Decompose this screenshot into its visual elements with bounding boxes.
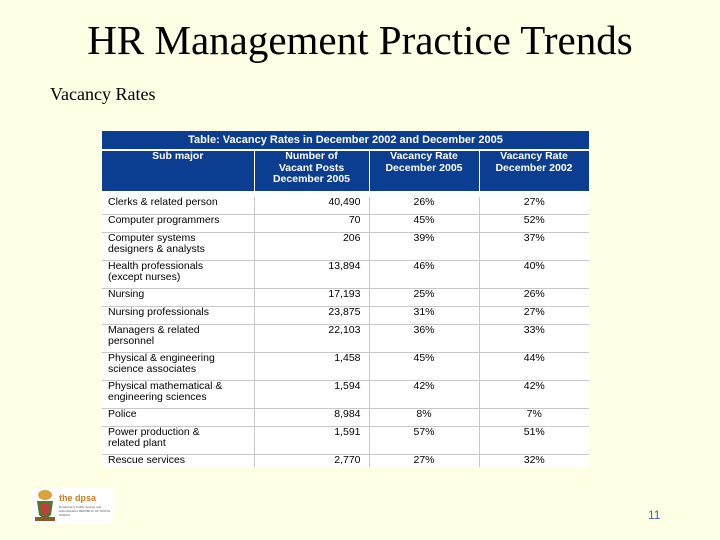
cell-vacant-posts: 13,894 bbox=[254, 261, 369, 289]
cell-vacant-posts: 1,594 bbox=[254, 381, 369, 409]
column-header-rate-2005: Vacancy Rate December 2005 bbox=[369, 150, 479, 191]
cell-rate-2005: 36% bbox=[369, 325, 479, 353]
table-caption: Table: Vacancy Rates in December 2002 and December 2005 bbox=[102, 131, 589, 150]
cell-rate-2005: 31% bbox=[369, 307, 479, 325]
cell-vacant-posts: 23,875 bbox=[254, 307, 369, 325]
cell-sub-major: Nursing professionals bbox=[102, 307, 254, 325]
page-number: 11 bbox=[648, 508, 661, 522]
cell-rate-2005: 25% bbox=[369, 289, 479, 307]
cell-rate-2002: 51% bbox=[479, 427, 589, 455]
cell-sub-major: Power production & related plant bbox=[102, 427, 254, 455]
cell-sub-major: Computer systems designers & analysts bbox=[102, 233, 254, 261]
cell-sub-major: Rescue services bbox=[102, 455, 254, 468]
cell-vacant-posts: 206 bbox=[254, 233, 369, 261]
table-row bbox=[102, 455, 589, 468]
cell-vacant-posts: 1,591 bbox=[254, 427, 369, 455]
table-row bbox=[102, 427, 589, 455]
coat-of-arms-icon bbox=[33, 489, 57, 523]
cell-sub-major: Physical mathematical & engineering sciences bbox=[102, 381, 254, 409]
cell-sub-major: Managers & related personnel bbox=[102, 325, 254, 353]
vacancy-table-image bbox=[102, 131, 589, 467]
cell-rate-2005: 45% bbox=[369, 353, 479, 381]
cell-rate-2002: 33% bbox=[479, 325, 589, 353]
cell-rate-2002: 40% bbox=[479, 261, 589, 289]
slide-subtitle: Vacancy Rates bbox=[50, 84, 156, 104]
cell-rate-2002: 26% bbox=[479, 289, 589, 307]
table-row bbox=[102, 381, 589, 409]
column-header-rate-2002: Vacancy Rate December 2002 bbox=[479, 150, 589, 191]
logo-subtext: Department: Public Service and Administration REPUBLIC OF SOUTH AFRICA bbox=[59, 505, 111, 517]
cell-vacant-posts: 2,770 bbox=[254, 455, 369, 468]
cell-vacant-posts: 17,193 bbox=[254, 289, 369, 307]
table-row bbox=[102, 409, 589, 427]
table-row bbox=[102, 325, 589, 353]
cell-rate-2002: 52% bbox=[479, 215, 589, 233]
logo-name: the dpsa bbox=[59, 493, 97, 503]
cell-rate-2005: 42% bbox=[369, 381, 479, 409]
cell-rate-2005: 57% bbox=[369, 427, 479, 455]
slide-title: HR Management Practice Trends bbox=[87, 17, 633, 63]
cell-vacant-posts: 40,490 bbox=[254, 197, 369, 215]
cell-rate-2005: 8% bbox=[369, 409, 479, 427]
cell-vacant-posts: 70 bbox=[254, 215, 369, 233]
cell-rate-2002: 27% bbox=[479, 197, 589, 215]
column-header-vacant-posts: Number of Vacant Posts December 2005 bbox=[254, 150, 369, 191]
cell-rate-2002: 44% bbox=[479, 353, 589, 381]
table-row bbox=[102, 307, 589, 325]
cell-rate-2002: 7% bbox=[479, 409, 589, 427]
cell-rate-2005: 39% bbox=[369, 233, 479, 261]
table-row bbox=[102, 289, 589, 307]
cell-sub-major: Nursing bbox=[102, 289, 254, 307]
dpsa-logo bbox=[32, 488, 114, 524]
cell-rate-2002: 37% bbox=[479, 233, 589, 261]
cell-sub-major: Physical & engineering science associates bbox=[102, 353, 254, 381]
cell-vacant-posts: 22,103 bbox=[254, 325, 369, 353]
cell-sub-major: Clerks & related person bbox=[102, 197, 254, 215]
vacancy-rates-table bbox=[102, 131, 589, 467]
cell-rate-2005: 45% bbox=[369, 215, 479, 233]
cell-vacant-posts: 8,984 bbox=[254, 409, 369, 427]
cell-sub-major: Health professionals (except nurses) bbox=[102, 261, 254, 289]
column-header-sub-major: Sub major bbox=[102, 150, 254, 191]
cell-rate-2002: 42% bbox=[479, 381, 589, 409]
cell-rate-2005: 46% bbox=[369, 261, 479, 289]
table-row bbox=[102, 233, 589, 261]
table-row bbox=[102, 215, 589, 233]
cell-sub-major: Police bbox=[102, 409, 254, 427]
cell-vacant-posts: 1,458 bbox=[254, 353, 369, 381]
table-body bbox=[102, 197, 589, 467]
cell-rate-2005: 26% bbox=[369, 197, 479, 215]
cell-rate-2002: 27% bbox=[479, 307, 589, 325]
cell-rate-2005: 27% bbox=[369, 455, 479, 468]
table-row bbox=[102, 353, 589, 381]
table-row bbox=[102, 261, 589, 289]
cell-sub-major: Computer programmers bbox=[102, 215, 254, 233]
cell-rate-2002: 32% bbox=[479, 455, 589, 468]
table-row bbox=[102, 197, 589, 215]
